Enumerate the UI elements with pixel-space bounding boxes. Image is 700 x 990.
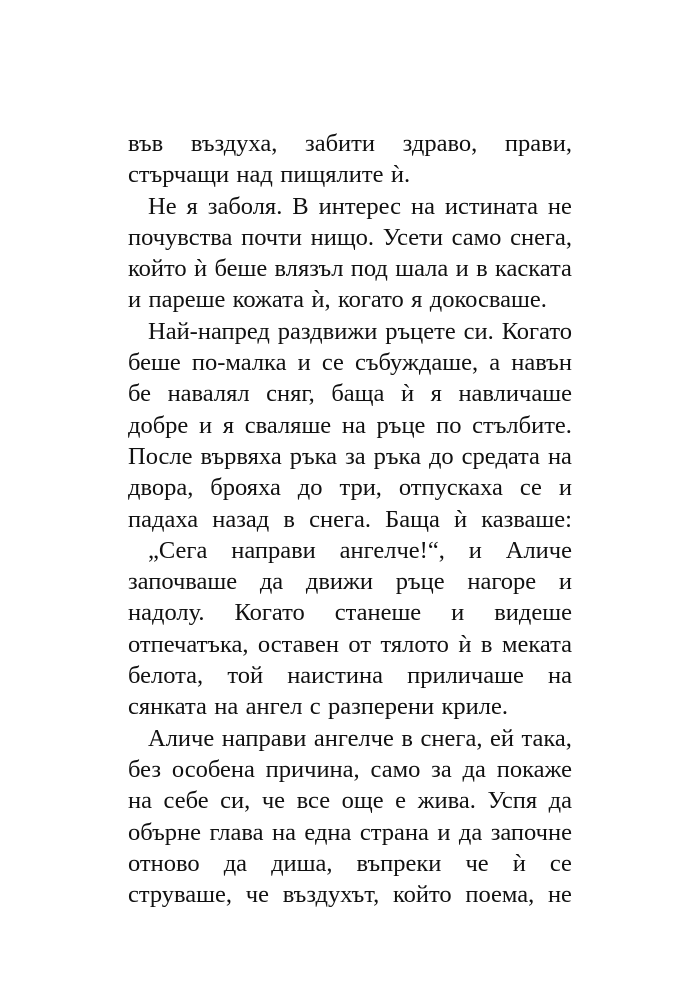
word: причина, (265, 755, 360, 783)
word: двора, (128, 474, 194, 502)
word: разперени (327, 693, 435, 721)
word: три, (339, 474, 382, 502)
word: Аличе (148, 724, 215, 752)
word: оставен (257, 630, 339, 658)
word: Усети (382, 223, 443, 251)
word: да (223, 849, 248, 877)
word: в (476, 255, 488, 283)
text-line (128, 817, 572, 848)
word: до (428, 442, 454, 470)
word: направи (231, 536, 316, 564)
word: ей (489, 724, 514, 752)
word: и (128, 286, 142, 314)
word: под (350, 255, 388, 283)
word: станеше (334, 599, 422, 627)
word: каската (494, 255, 572, 283)
word: направи (221, 724, 307, 752)
word: вървяха (200, 442, 282, 470)
word: раздвижи (277, 317, 378, 345)
text-line (128, 660, 572, 691)
word: себе (163, 787, 209, 815)
word: така, (521, 724, 572, 752)
word: поема, (465, 881, 535, 909)
word: ѝ. (390, 161, 411, 189)
word: казваше: (481, 505, 572, 533)
word: пищялите (280, 161, 384, 189)
text-line (128, 191, 572, 222)
word: до (297, 474, 323, 502)
text-line (128, 347, 572, 378)
word: въздуха, (190, 130, 278, 157)
word: отново (128, 849, 200, 877)
text-line (128, 848, 572, 879)
word: заболя. (207, 192, 283, 220)
text-line (128, 128, 572, 159)
word: покаже (496, 755, 572, 783)
word: тялото (380, 630, 449, 658)
word: шала (395, 255, 449, 283)
word: че (261, 787, 286, 815)
word: снега, (510, 223, 572, 251)
word: само (370, 755, 421, 783)
word: по-малка (191, 349, 287, 377)
word: приличаше (407, 662, 524, 690)
word: ръце (395, 568, 445, 596)
word: и (297, 349, 311, 377)
word: си. (463, 317, 494, 345)
word: движи (305, 568, 374, 596)
word: баща (331, 380, 385, 408)
word: във (128, 130, 164, 157)
word: не (547, 881, 572, 909)
word: той (227, 662, 264, 690)
word: брояха (210, 474, 281, 502)
word: който (128, 255, 187, 283)
word: Когато (501, 317, 572, 345)
word: ѝ (458, 630, 472, 658)
text-line (128, 410, 572, 441)
book-page-text (128, 128, 572, 910)
word: страна (359, 818, 429, 846)
word: все (296, 787, 331, 815)
word: Успя (487, 787, 538, 815)
word: глава (209, 818, 264, 846)
word: сянката (128, 693, 207, 721)
word: ѝ (512, 849, 526, 877)
word: над (236, 161, 273, 189)
word: и (198, 411, 213, 439)
word: без (128, 755, 161, 783)
word: се (321, 349, 344, 377)
text-line (128, 597, 572, 628)
word: е (395, 787, 407, 815)
word: я (222, 411, 235, 439)
word: струваше, (128, 881, 233, 909)
text-line (128, 754, 572, 785)
word: с (309, 693, 321, 721)
text-line (128, 159, 572, 190)
word: се (519, 474, 542, 502)
word: После (128, 442, 193, 470)
word: особена (171, 755, 255, 783)
word: ѝ (193, 255, 208, 283)
word: надолу. (128, 599, 205, 627)
word: истината (444, 192, 538, 220)
word: събуждаше, (354, 349, 479, 377)
word: Не (148, 192, 177, 220)
word: стълбите. (472, 411, 572, 439)
word: интерес (318, 192, 402, 220)
word: „Сега (148, 536, 208, 564)
text-line (128, 879, 572, 910)
text-line (128, 629, 572, 660)
word: ангел (245, 693, 303, 721)
word: само (451, 223, 502, 251)
word: жива. (417, 787, 476, 815)
word: Аличе (505, 536, 572, 564)
word: и (558, 568, 572, 596)
word: назад (212, 505, 270, 533)
word: ръце (376, 411, 426, 439)
word: а (489, 349, 501, 377)
word: я (411, 286, 423, 314)
word: и (558, 474, 572, 502)
word: сваляше (244, 411, 332, 439)
word: ангелче (313, 724, 394, 752)
word: Най-напред (148, 317, 270, 345)
word: докосваше. (429, 286, 547, 314)
word: започваше (128, 568, 238, 596)
word: се (549, 849, 572, 877)
text-line (128, 691, 572, 722)
text-line (128, 535, 572, 566)
text-line (128, 441, 572, 472)
word: когато (337, 286, 404, 314)
text-line (128, 504, 572, 535)
word: ръка (289, 442, 338, 470)
word: на (214, 693, 239, 721)
word: който (392, 881, 452, 909)
word: и (451, 599, 465, 627)
word: пареше (148, 286, 226, 314)
word: по (436, 411, 462, 439)
text-line (128, 284, 572, 315)
word: ѝ (453, 505, 468, 533)
word: Когато (234, 599, 305, 627)
word: кожата (232, 286, 305, 314)
word: ѝ (400, 380, 415, 408)
word: Баща (385, 505, 440, 533)
word: криле. (441, 693, 508, 721)
word: ѝ, (311, 286, 331, 314)
text-line (128, 316, 572, 347)
word: отпечатъка, (128, 630, 249, 658)
word: на (271, 818, 296, 846)
word: в (283, 505, 295, 533)
word: ангелче!“, (339, 536, 445, 564)
text-line (128, 785, 572, 816)
word: си, (220, 787, 251, 815)
text-line (128, 253, 572, 284)
word: за (431, 755, 452, 783)
word: на (341, 411, 366, 439)
word: видеше (494, 599, 572, 627)
word: меката (501, 630, 572, 658)
word: нагоре (467, 568, 537, 596)
word: ръка (373, 442, 421, 470)
word: обърне (128, 818, 202, 846)
word: да (548, 787, 572, 815)
word: белота, (128, 662, 204, 690)
word: че (465, 849, 489, 877)
word: сняг, (266, 380, 315, 408)
word: въздухът, (282, 881, 380, 909)
word: беше (214, 255, 268, 283)
word: влязъл (274, 255, 344, 283)
word: добре (128, 411, 189, 439)
word: наистина (287, 662, 383, 690)
word: почувства (128, 223, 233, 251)
word: навън (511, 349, 572, 377)
word: да (259, 568, 284, 596)
word: диша, (271, 849, 333, 877)
word: забити (305, 130, 375, 157)
word: навалял (167, 380, 250, 408)
word: снега, (420, 724, 483, 752)
word: от (348, 630, 372, 658)
text-line (128, 222, 572, 253)
word: прави, (504, 130, 572, 157)
word: средата (461, 442, 540, 470)
word: на (128, 787, 152, 815)
word: на (547, 662, 572, 690)
word: за (345, 442, 366, 470)
word: на (410, 192, 435, 220)
word: една (304, 818, 352, 846)
word: и (437, 818, 451, 846)
word: стърчащи (128, 161, 230, 189)
word: въпреки (356, 849, 442, 877)
word: я (430, 380, 442, 408)
word: В (292, 192, 309, 220)
text-line (128, 566, 572, 597)
word: че (245, 881, 269, 909)
word: бе (128, 380, 152, 408)
word: да (462, 755, 486, 783)
word: беше (128, 349, 181, 377)
word: отпускаха (398, 474, 503, 502)
word: здраво, (402, 130, 478, 157)
word: я (186, 192, 198, 220)
word: започне (490, 818, 572, 846)
word: ръцете (385, 317, 456, 345)
word: на (547, 442, 572, 470)
word: и (468, 536, 482, 564)
word: и (455, 255, 469, 283)
text-line (128, 472, 572, 503)
word: в (480, 630, 493, 658)
word: снега. (309, 505, 372, 533)
word: в (401, 724, 413, 752)
word: падаха (128, 505, 199, 533)
word: почти (241, 223, 302, 251)
word: още (341, 787, 384, 815)
word: нищо. (310, 223, 375, 251)
word: да (458, 818, 483, 846)
text-line (128, 723, 572, 754)
text-line (128, 378, 572, 409)
word: не (547, 192, 572, 220)
word: навличаше (458, 380, 572, 408)
